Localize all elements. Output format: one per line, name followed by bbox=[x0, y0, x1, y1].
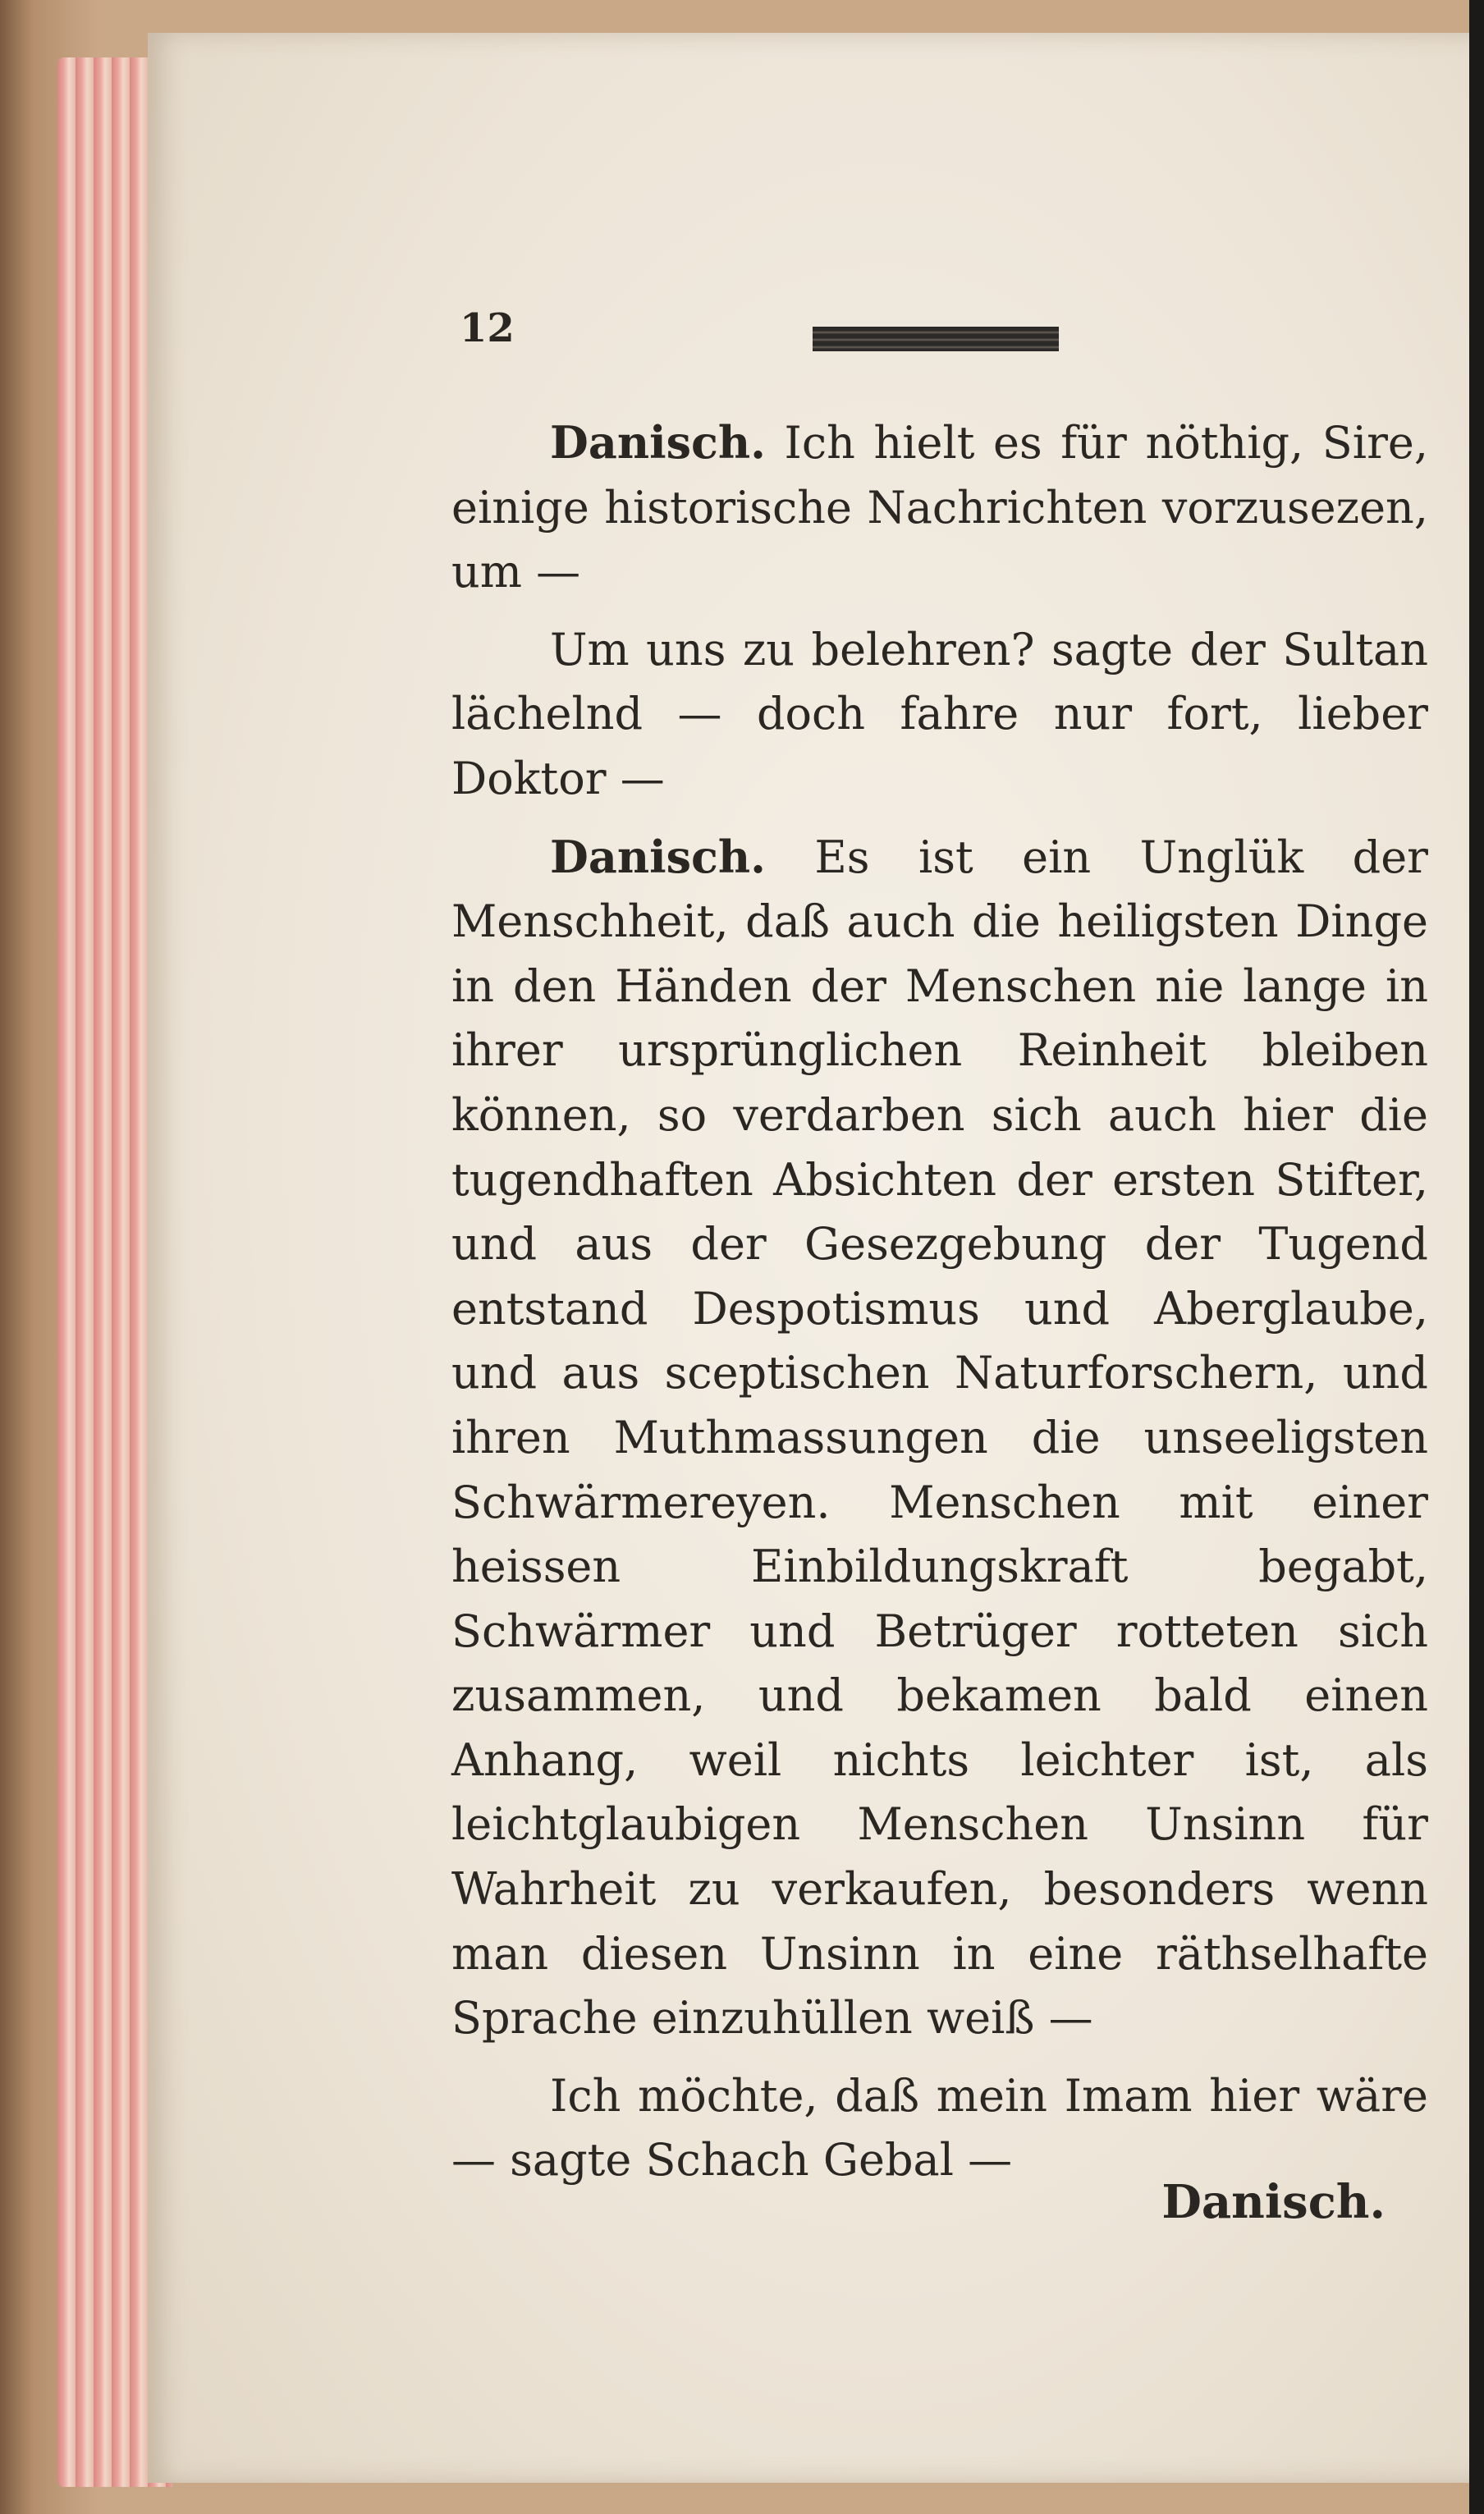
header-rule bbox=[813, 327, 1059, 351]
paragraph-text: Ich hielt es für nöthig, Sire, einige historische Nachrichten vorzusezen, um — bbox=[451, 417, 1428, 598]
dark-border bbox=[1469, 0, 1484, 2514]
paragraph-text: Um uns zu belehren? sagte der Sultan lächelnd — doch fahre nur fort, lieber Doktor — bbox=[451, 623, 1428, 804]
speaker-name: Danisch. bbox=[550, 830, 766, 883]
catchword: Danisch. bbox=[1161, 2175, 1386, 2229]
paragraph-text: Es ist ein Unglük der Menschheit, daß auch die heiligsten Dinge in den Händen der Menschen nie lange in ihrer ursprünglichen Reinheit bleiben können, so verdarben sich auch hier die tugendhaften Absichten der ersten Stifter, und aus der Gesezgebung der Tugend entstand Despotismus und Aberglaube, und aus sceptischen Naturforschern, und ihren Muthmassungen die unseeligsten Schwärmereyen. Menschen mit einer heissen Einbildungskraft begabt, Schwärmer und Betrüger rotteten sich zusammen, und bekamen bald einen Anhang, weil nichts leichter ist, als leichtglaubigen Menschen Unsinn für Wahrheit zu verkaufen, besonders wenn man diesen Unsinn in eine räthselhafte Sprache einzuhüllen weiß — bbox=[451, 831, 1428, 2045]
page-number: 12 bbox=[460, 305, 515, 351]
paragraph-4 bbox=[451, 2064, 1428, 2193]
paragraph-2 bbox=[451, 618, 1428, 812]
paragraph-1 bbox=[451, 410, 1428, 605]
paragraph-text: Ich möchte, daß mein Imam hier wäre — sagte Schach Gebal — bbox=[451, 2069, 1428, 2187]
speaker-name: Danisch. bbox=[550, 416, 766, 469]
paragraph-3 bbox=[451, 825, 1428, 2051]
body-text bbox=[451, 410, 1428, 2206]
